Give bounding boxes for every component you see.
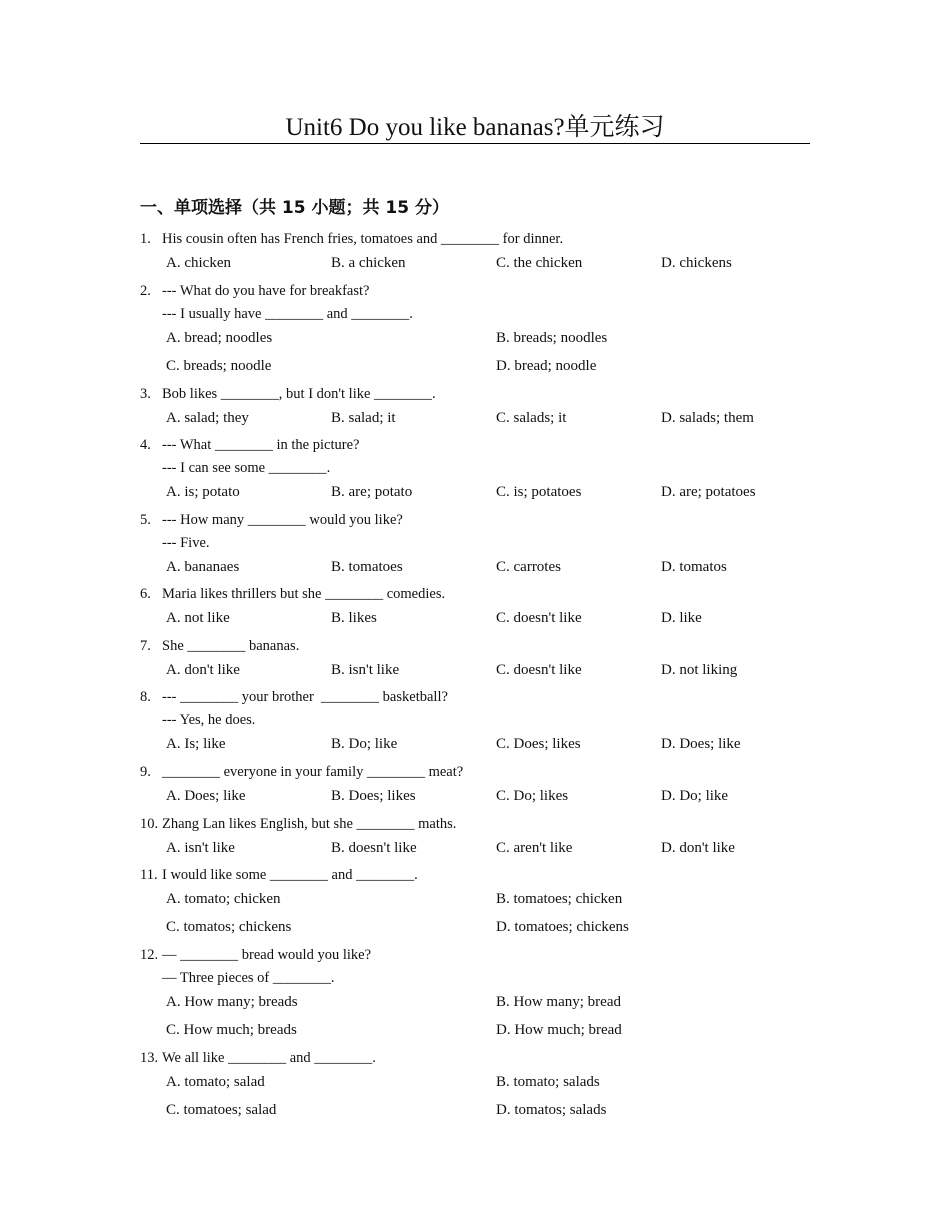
- option-d[interactable]: D. tomatos: [661, 559, 727, 575]
- question-stem: --- ________ your brother ________ basketball?: [162, 689, 448, 705]
- option-b[interactable]: B. tomato; salads: [496, 1074, 600, 1090]
- question-number: 2.: [140, 283, 151, 299]
- section-heading: 一、单项选择（共 15 小题；共 15 分）: [140, 198, 449, 218]
- option-b[interactable]: B. tomatoes: [331, 559, 403, 575]
- question-stem: --- What ________ in the picture?: [162, 437, 360, 453]
- question-number: 13.: [140, 1050, 159, 1066]
- option-c[interactable]: C. is; potatoes: [496, 484, 582, 500]
- question-stem: --- Yes, he does.: [162, 712, 256, 728]
- option-d[interactable]: D. chickens: [661, 255, 732, 271]
- question-stem: She ________ bananas.: [162, 638, 300, 654]
- option-d[interactable]: D. Does; like: [661, 736, 741, 752]
- option-b[interactable]: B. are; potato: [331, 484, 413, 500]
- option-b[interactable]: B. Does; likes: [331, 788, 416, 804]
- option-b[interactable]: B. salad; it: [331, 410, 396, 426]
- option-c[interactable]: C. the chicken: [496, 255, 583, 271]
- question-number: 6.: [140, 586, 151, 602]
- option-b[interactable]: B. likes: [331, 610, 377, 626]
- option-b[interactable]: B. isn't like: [331, 662, 400, 678]
- option-d[interactable]: D. not liking: [661, 662, 738, 678]
- option-b[interactable]: B. doesn't like: [331, 840, 417, 856]
- option-c[interactable]: C. tomatoes; salad: [166, 1102, 277, 1118]
- option-b[interactable]: B. Do; like: [331, 736, 398, 752]
- option-c[interactable]: C. carrotes: [496, 559, 561, 575]
- option-d[interactable]: D. don't like: [661, 840, 735, 856]
- option-d[interactable]: D. are; potatoes: [661, 484, 756, 500]
- question-stem: Maria likes thrillers but she ________ comedies.: [162, 586, 446, 602]
- option-b[interactable]: B. breads; noodles: [496, 330, 608, 346]
- question-number: 7.: [140, 638, 151, 654]
- question-number: 4.: [140, 437, 151, 453]
- option-c[interactable]: C. tomatos; chickens: [166, 919, 292, 935]
- option-b[interactable]: B. a chicken: [331, 255, 406, 271]
- option-c[interactable]: C. Do; likes: [496, 788, 569, 804]
- question-stem: We all like ________ and ________.: [162, 1050, 376, 1066]
- option-a[interactable]: A. Is; like: [166, 736, 226, 752]
- page-title: Unit6 Do you like bananas?单元练习: [285, 114, 665, 141]
- question-number: 10.: [140, 816, 159, 832]
- option-c[interactable]: C. Does; likes: [496, 736, 581, 752]
- question-stem: His cousin often has French fries, tomatoes and ________ for dinner.: [162, 231, 564, 247]
- option-c[interactable]: C. How much; breads: [166, 1022, 297, 1038]
- option-d[interactable]: D. salads; them: [661, 410, 754, 426]
- question-stem: Zhang Lan likes English, but she ________ maths.: [162, 816, 457, 832]
- option-d[interactable]: D. tomatos; salads: [496, 1102, 607, 1118]
- option-c[interactable]: C. salads; it: [496, 410, 567, 426]
- title-underline: [140, 143, 810, 144]
- option-a[interactable]: A. How many; breads: [166, 994, 298, 1010]
- option-d[interactable]: D. Do; like: [661, 788, 729, 804]
- option-c[interactable]: C. doesn't like: [496, 662, 582, 678]
- option-a[interactable]: A. chicken: [166, 255, 231, 271]
- question-number: 8.: [140, 689, 151, 705]
- option-a[interactable]: A. salad; they: [166, 410, 249, 426]
- question-stem: Bob likes ________, but I don't like ________.: [162, 386, 436, 402]
- option-d[interactable]: D. bread; noodle: [496, 358, 597, 374]
- option-a[interactable]: A. not like: [166, 610, 230, 626]
- option-d[interactable]: D. How much; bread: [496, 1022, 622, 1038]
- question-stem: ________ everyone in your family ________ meat?: [162, 764, 464, 780]
- option-a[interactable]: A. bread; noodles: [166, 330, 273, 346]
- option-a[interactable]: A. tomato; chicken: [166, 891, 281, 907]
- question-stem: --- How many ________ would you like?: [162, 512, 403, 528]
- option-a[interactable]: A. bananaes: [166, 559, 240, 575]
- question-number: 1.: [140, 231, 151, 247]
- question-number: 3.: [140, 386, 151, 402]
- option-c[interactable]: C. doesn't like: [496, 610, 582, 626]
- question-stem: --- I can see some ________.: [162, 460, 331, 476]
- option-d[interactable]: D. tomatoes; chickens: [496, 919, 629, 935]
- question-stem: — ________ bread would you like?: [162, 947, 372, 963]
- question-number: 11.: [140, 867, 158, 883]
- option-a[interactable]: A. Does; like: [166, 788, 246, 804]
- option-b[interactable]: B. tomatoes; chicken: [496, 891, 623, 907]
- question-stem: --- Five.: [162, 535, 210, 551]
- option-a[interactable]: A. don't like: [166, 662, 240, 678]
- option-a[interactable]: A. is; potato: [166, 484, 240, 500]
- question-stem: --- I usually have ________ and ________.: [162, 306, 413, 322]
- question-stem: — Three pieces of ________.: [162, 970, 335, 986]
- option-a[interactable]: A. isn't like: [166, 840, 235, 856]
- question-stem: I would like some ________ and ________.: [162, 867, 418, 883]
- option-c[interactable]: C. breads; noodle: [166, 358, 272, 374]
- option-c[interactable]: C. aren't like: [496, 840, 573, 856]
- option-b[interactable]: B. How many; bread: [496, 994, 621, 1010]
- question-stem: --- What do you have for breakfast?: [162, 283, 370, 299]
- question-number: 5.: [140, 512, 151, 528]
- question-number: 9.: [140, 764, 151, 780]
- question-number: 12.: [140, 947, 159, 963]
- option-a[interactable]: A. tomato; salad: [166, 1074, 265, 1090]
- option-d[interactable]: D. like: [661, 610, 702, 626]
